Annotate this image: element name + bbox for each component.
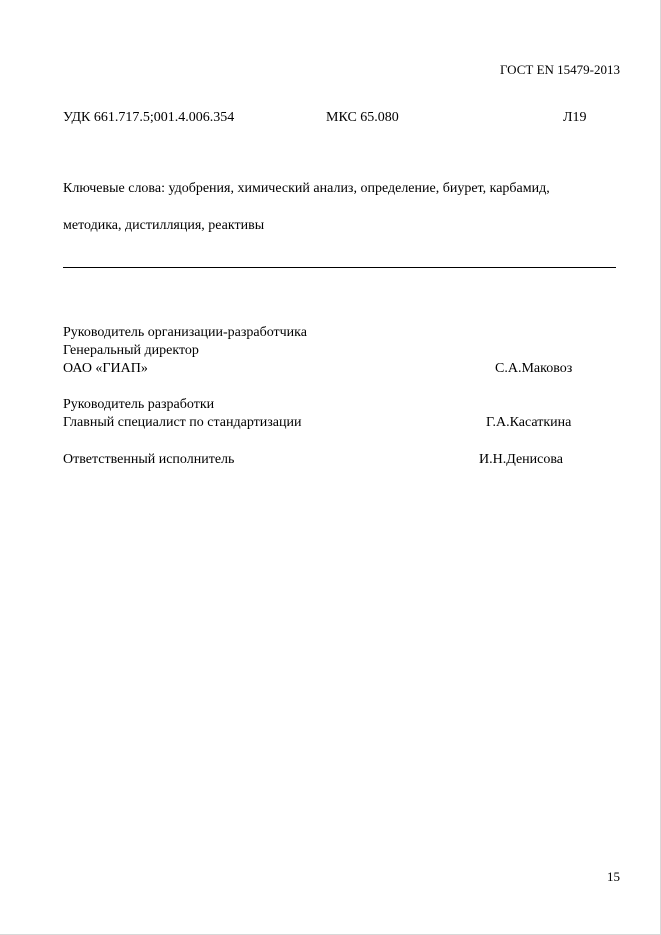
classification-code: Л19 bbox=[563, 110, 587, 125]
org-name: ОАО «ГИАП» bbox=[63, 361, 148, 376]
org-position: Генеральный директор bbox=[63, 343, 199, 358]
org-head-name: С.А.Маковоз bbox=[495, 361, 573, 376]
keywords-line-2: методика, дистилляция, реактивы bbox=[63, 218, 265, 233]
executor-role: Ответственный исполнитель bbox=[63, 452, 235, 467]
mks-code: МКС 65.080 bbox=[326, 110, 399, 125]
udk-code: УДК 661.717.5;001.4.006.354 bbox=[63, 110, 235, 125]
org-head-role: Руководитель организации-разработчика bbox=[63, 325, 307, 340]
dev-head-role: Руководитель разработки bbox=[63, 397, 215, 412]
executor-name: И.Н.Денисова bbox=[479, 452, 563, 467]
document-code: ГОСТ EN 15479-2013 bbox=[499, 62, 620, 77]
dev-head-name: Г.А.Касаткина bbox=[486, 415, 572, 430]
dev-position: Главный специалист по стандартизации bbox=[63, 415, 302, 430]
keywords-line-1: Ключевые слова: удобрения, химический анализ, определение, биурет, карбамид, bbox=[63, 181, 550, 196]
horizontal-divider bbox=[63, 267, 616, 268]
page-number: 15 bbox=[607, 869, 620, 884]
